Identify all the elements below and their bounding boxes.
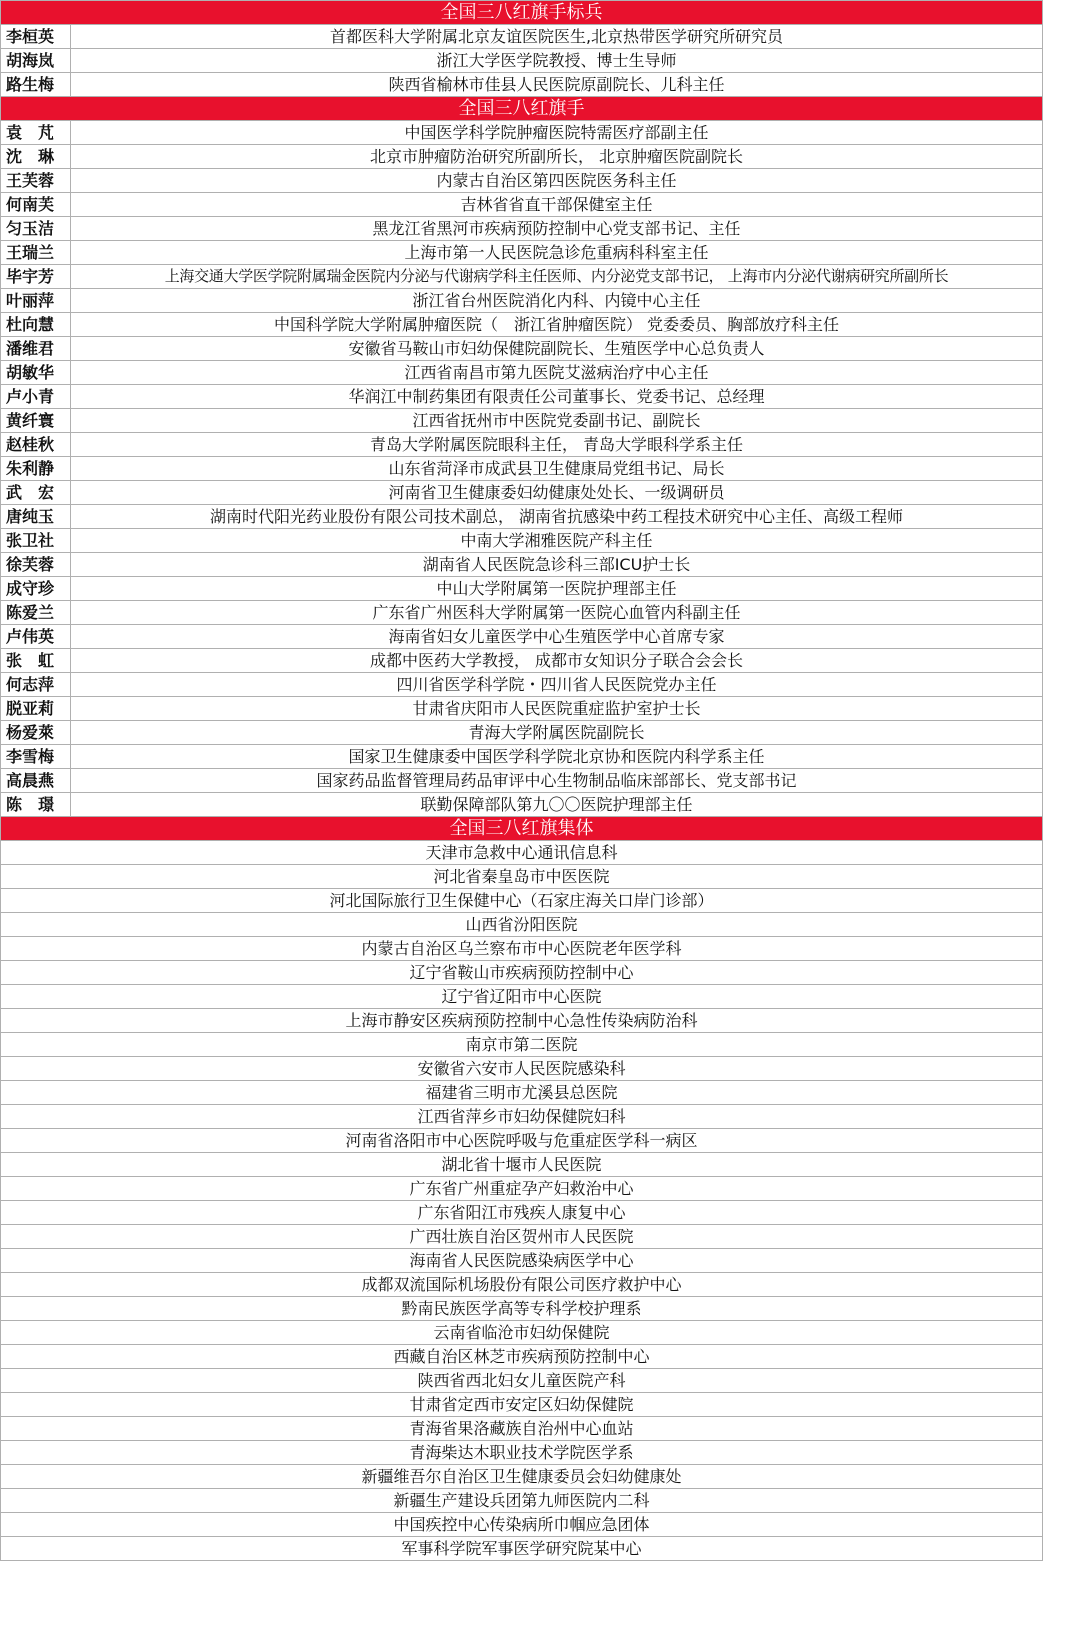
table-row <box>1 289 1043 313</box>
name-cell: 李雪梅 <box>1 745 71 768</box>
name-cell: 袁 芃 <box>1 121 71 144</box>
table-row <box>1 721 1043 745</box>
table-row <box>1 649 1043 673</box>
name-cell: 潘维君 <box>1 337 71 360</box>
table-row <box>1 217 1043 241</box>
description-cell: 江西省抚州市中医院党委副书记、副院长 <box>71 409 1043 432</box>
name-cell: 高晨燕 <box>1 769 71 792</box>
collective-row: 云南省临沧市妇幼保健院 <box>1 1321 1043 1345</box>
description-cell: 中国科学院大学附属肿瘤医院（ 浙江省肿瘤医院） 党委委员、胸部放疗科主任 <box>71 313 1043 336</box>
table-row <box>1 241 1043 265</box>
table-row <box>1 145 1043 169</box>
description-cell: 浙江大学医学院教授、博士生导师 <box>71 49 1043 72</box>
description-cell: 湖南省人民医院急诊科三部ICU护士长 <box>71 553 1043 576</box>
name-cell: 赵桂秋 <box>1 433 71 456</box>
table-row <box>1 553 1043 577</box>
description-cell: 国家卫生健康委中国医学科学院北京协和医院内科学系主任 <box>71 745 1043 768</box>
collective-row: 江西省萍乡市妇幼保健院妇科 <box>1 1105 1043 1129</box>
table-row <box>1 625 1043 649</box>
name-cell: 卢小青 <box>1 385 71 408</box>
name-cell: 陈爱兰 <box>1 601 71 624</box>
table-row <box>1 121 1043 145</box>
name-cell: 李桓英 <box>1 25 71 48</box>
description-cell: 陕西省榆林市佳县人民医院原副院长、儿科主任 <box>71 73 1043 96</box>
collective-row: 天津市急救中心通讯信息科 <box>1 841 1043 865</box>
section-header-individuals: 全国三八红旗手 <box>1 97 1043 121</box>
name-cell: 叶丽萍 <box>1 289 71 312</box>
table-row <box>1 265 1043 289</box>
description-cell: 江西省南昌市第九医院艾滋病治疗中心主任 <box>71 361 1043 384</box>
table-row <box>1 49 1043 73</box>
collective-row: 山西省汾阳医院 <box>1 913 1043 937</box>
table-row <box>1 457 1043 481</box>
description-cell: 海南省妇女儿童医学中心生殖医学中心首席专家 <box>71 625 1043 648</box>
collective-row: 青海省果洛藏族自治州中心血站 <box>1 1417 1043 1441</box>
description-cell: 黑龙江省黑河市疾病预防控制中心党支部书记、主任 <box>71 217 1043 240</box>
table-row <box>1 529 1043 553</box>
collective-row: 成都双流国际机场股份有限公司医疗救护中心 <box>1 1273 1043 1297</box>
name-cell: 徐芙蓉 <box>1 553 71 576</box>
collective-row: 福建省三明市尤溪县总医院 <box>1 1081 1043 1105</box>
section-header-collectives: 全国三八红旗集体 <box>1 817 1043 841</box>
collective-row: 广东省广州重症孕产妇救治中心 <box>1 1177 1043 1201</box>
table-row <box>1 313 1043 337</box>
description-cell: 成都中医药大学教授， 成都市女知识分子联合会会长 <box>71 649 1043 672</box>
description-cell: 北京市肿瘤防治研究所副所长， 北京肿瘤医院副院长 <box>71 145 1043 168</box>
description-cell: 中山大学附属第一医院护理部主任 <box>71 577 1043 600</box>
collective-row: 中国疾控中心传染病所巾帼应急团体 <box>1 1513 1043 1537</box>
table-row <box>1 409 1043 433</box>
description-cell: 广东省广州医科大学附属第一医院心血管内科副主任 <box>71 601 1043 624</box>
collective-row: 陕西省西北妇女儿童医院产科 <box>1 1369 1043 1393</box>
table-row <box>1 745 1043 769</box>
name-cell: 毕宇芳 <box>1 265 71 288</box>
name-cell: 陈 璟 <box>1 793 71 816</box>
description-cell: 内蒙古自治区第四医院医务科主任 <box>71 169 1043 192</box>
name-cell: 王芙蓉 <box>1 169 71 192</box>
name-cell: 胡敏华 <box>1 361 71 384</box>
table-row <box>1 73 1043 97</box>
table-row <box>1 793 1043 817</box>
collective-row: 新疆生产建设兵团第九师医院内二科 <box>1 1489 1043 1513</box>
name-cell: 匀玉洁 <box>1 217 71 240</box>
description-cell: 国家药品监督管理局药品审评中心生物制品临床部部长、党支部书记 <box>71 769 1043 792</box>
collective-row: 河北国际旅行卫生保健中心（石家庄海关口岸门诊部） <box>1 889 1043 913</box>
name-cell: 朱利静 <box>1 457 71 480</box>
collective-row: 西藏自治区林芝市疾病预防控制中心 <box>1 1345 1043 1369</box>
description-cell: 首都医科大学附属北京友谊医院医生,北京热带医学研究所研究员 <box>71 25 1043 48</box>
collective-row: 辽宁省鞍山市疾病预防控制中心 <box>1 961 1043 985</box>
collective-row: 安徽省六安市人民医院感染科 <box>1 1057 1043 1081</box>
description-cell: 青岛大学附属医院眼科主任， 青岛大学眼科学系主任 <box>71 433 1043 456</box>
collective-row: 湖北省十堰市人民医院 <box>1 1153 1043 1177</box>
description-cell: 浙江省台州医院消化内科、内镜中心主任 <box>71 289 1043 312</box>
table-row <box>1 505 1043 529</box>
table-row <box>1 481 1043 505</box>
table-row <box>1 169 1043 193</box>
table-row <box>1 361 1043 385</box>
table-row <box>1 193 1043 217</box>
section-body-model <box>1 25 1043 97</box>
table-row <box>1 673 1043 697</box>
name-cell: 杜向慧 <box>1 313 71 336</box>
collective-row: 海南省人民医院感染病医学中心 <box>1 1249 1043 1273</box>
name-cell: 杨爱萊 <box>1 721 71 744</box>
name-cell: 沈 琳 <box>1 145 71 168</box>
description-cell: 上海交通大学医学院附属瑞金医院内分泌与代谢病学科主任医师、内分泌党支部书记， 上海市内分泌代谢病研究所副所长 <box>71 265 1043 288</box>
table-row <box>1 601 1043 625</box>
table-row <box>1 337 1043 361</box>
description-cell: 华润江中制药集团有限责任公司董事长、党委书记、总经理 <box>71 385 1043 408</box>
name-cell: 王瑞兰 <box>1 241 71 264</box>
name-cell: 胡海岚 <box>1 49 71 72</box>
table-row <box>1 433 1043 457</box>
description-cell: 中南大学湘雅医院产科主任 <box>71 529 1043 552</box>
name-cell: 路生梅 <box>1 73 71 96</box>
description-cell: 联勤保障部队第九〇〇医院护理部主任 <box>71 793 1043 816</box>
description-cell: 中国医学科学院肿瘤医院特需医疗部副主任 <box>71 121 1043 144</box>
collective-row: 河北省秦皇岛市中医医院 <box>1 865 1043 889</box>
collective-row: 辽宁省辽阳市中心医院 <box>1 985 1043 1009</box>
collective-row: 南京市第二医院 <box>1 1033 1043 1057</box>
description-cell: 四川省医学科学院・四川省人民医院党办主任 <box>71 673 1043 696</box>
table-row <box>1 385 1043 409</box>
collective-row: 军事科学院军事医学研究院某中心 <box>1 1537 1043 1561</box>
collective-row: 上海市静安区疾病预防控制中心急性传染病防治科 <box>1 1009 1043 1033</box>
description-cell: 甘肃省庆阳市人民医院重症监护室护士长 <box>71 697 1043 720</box>
description-cell: 安徽省马鞍山市妇幼保健院副院长、生殖医学中心总负责人 <box>71 337 1043 360</box>
description-cell: 河南省卫生健康委妇幼健康处处长、一级调研员 <box>71 481 1043 504</box>
collective-row: 青海柴达木职业技术学院医学系 <box>1 1441 1043 1465</box>
table-row <box>1 577 1043 601</box>
name-cell: 黄纤寰 <box>1 409 71 432</box>
table-row <box>1 769 1043 793</box>
collective-row: 广西壮族自治区贺州市人民医院 <box>1 1225 1043 1249</box>
table-row <box>1 697 1043 721</box>
name-cell: 武 宏 <box>1 481 71 504</box>
table-row <box>1 25 1043 49</box>
section-body-individuals <box>1 121 1043 817</box>
section-body-collectives <box>1 841 1043 1561</box>
section-header-model: 全国三八红旗手标兵 <box>1 1 1043 25</box>
name-cell: 唐纯玉 <box>1 505 71 528</box>
name-cell: 何志萍 <box>1 673 71 696</box>
collective-row: 新疆维吾尔自治区卫生健康委员会妇幼健康处 <box>1 1465 1043 1489</box>
name-cell: 张卫社 <box>1 529 71 552</box>
description-cell: 吉林省省直干部保健室主任 <box>71 193 1043 216</box>
description-cell: 山东省菏泽市成武县卫生健康局党组书记、局长 <box>71 457 1043 480</box>
collective-row: 黔南民族医学高等专科学校护理系 <box>1 1297 1043 1321</box>
collective-row: 甘肃省定西市安定区妇幼保健院 <box>1 1393 1043 1417</box>
description-cell: 上海市第一人民医院急诊危重病科科室主任 <box>71 241 1043 264</box>
description-cell: 湖南时代阳光药业股份有限公司技术副总， 湖南省抗感染中药工程技术研究中心主任、高级工程师 <box>71 505 1043 528</box>
name-cell: 卢伟英 <box>1 625 71 648</box>
collective-row: 内蒙古自治区乌兰察布市中心医院老年医学科 <box>1 937 1043 961</box>
name-cell: 何南芙 <box>1 193 71 216</box>
collective-row: 河南省洛阳市中心医院呼吸与危重症医学科一病区 <box>1 1129 1043 1153</box>
name-cell: 张 虹 <box>1 649 71 672</box>
collective-row: 广东省阳江市残疾人康复中心 <box>1 1201 1043 1225</box>
description-cell: 青海大学附属医院副院长 <box>71 721 1043 744</box>
name-cell: 成守珍 <box>1 577 71 600</box>
name-cell: 脱亚莉 <box>1 697 71 720</box>
